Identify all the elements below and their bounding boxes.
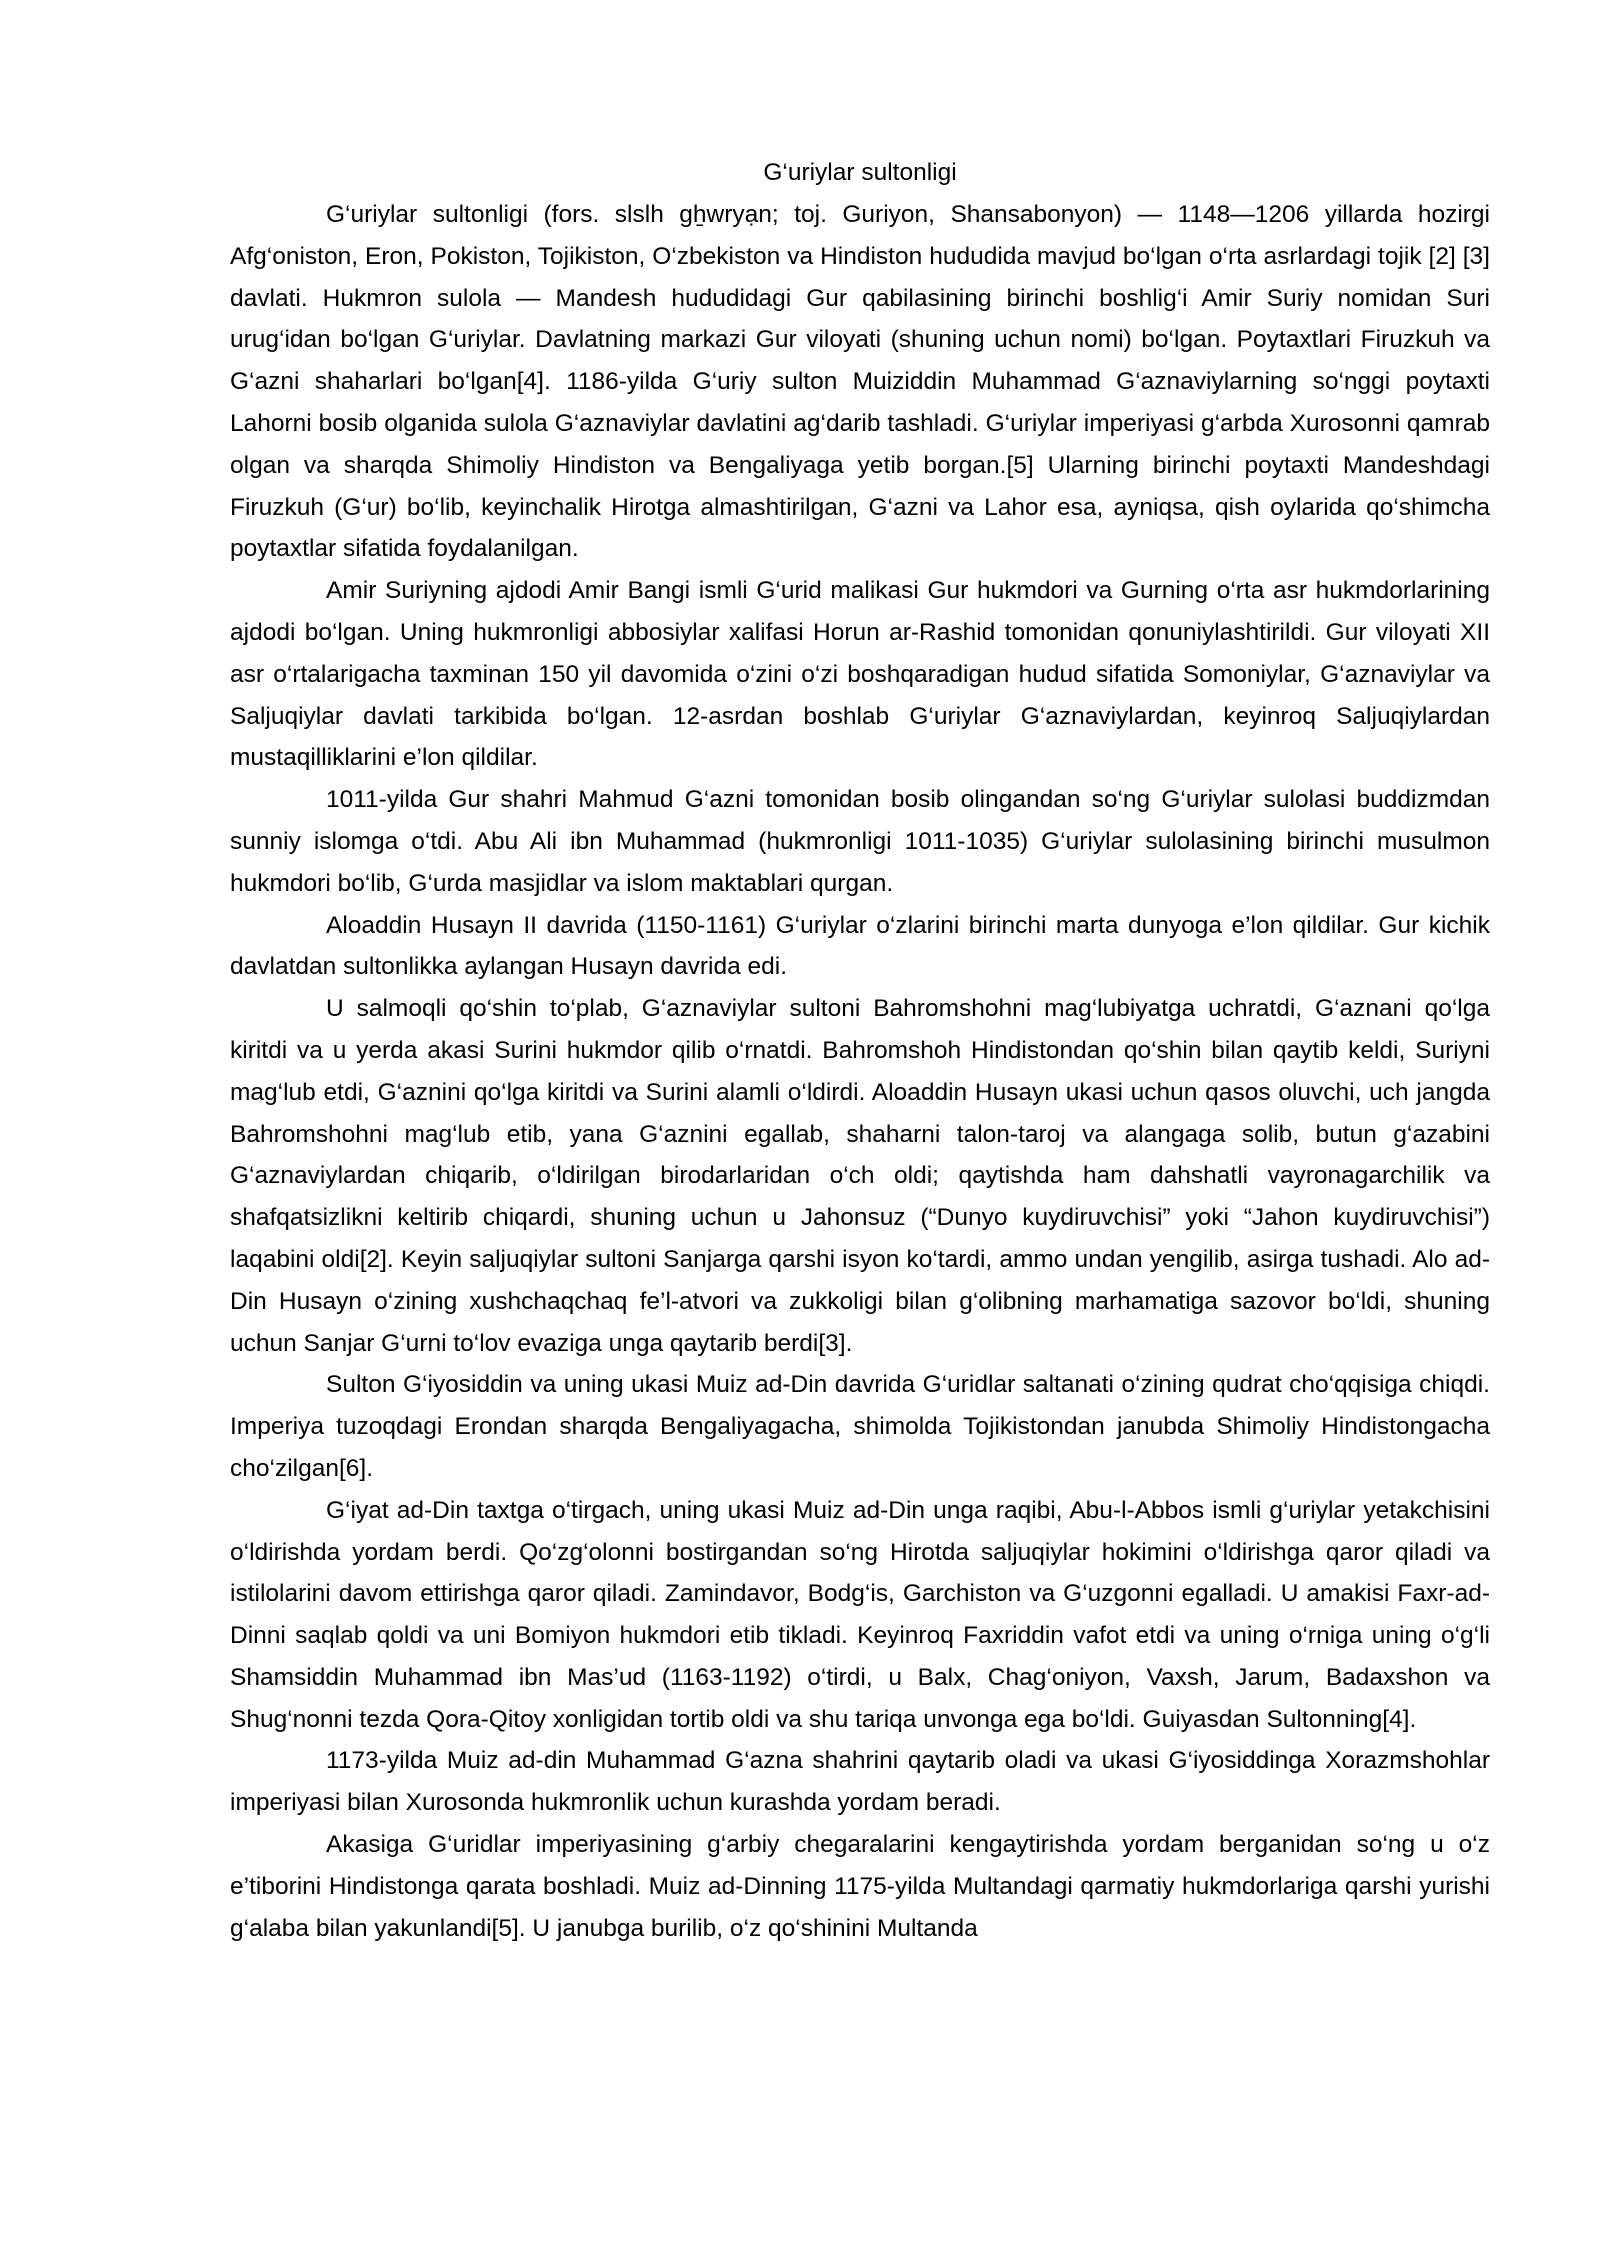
paragraph-9: Akasiga G‘uridlar imperiyasining g‘arbiy chegaralarini kengaytirishda yordam berganidan so‘ng u o‘z e’tiborini Hindistonga qarata boshladi. Muiz ad-Dinning 1175-yilda Multandagi qarmatiy hukmdorlariga qarshi yurishi g‘alaba bilan yakunlandi[5]. U janubga burilib, o‘z qo‘shinini Multanda	[230, 1831, 1490, 1942]
paragraph-2: Amir Suriyning ajdodi Amir Bangi ismli G‘urid malikasi Gur hukmdori va Gurning o‘rta asr hukmdorlarining ajdodi bo‘lgan. Uning hukmronligi abbosiylar xalifasi Horun ar-Rashid tomonidan qonuniylashtirildi. Gur viloyati XII asr o‘rtalarigacha taxminan 150 yil davomida o‘zini o‘zi boshqaradigan hudud sifatida Somoniylar, G‘aznaviylar va Saljuqiylar davlati tarkibida bo‘lgan. 12-asrdan boshlab G‘uriylar G‘aznaviylardan, keyinroq Saljuqiylardan mustaqilliklarini e’lon qildilar.	[230, 577, 1490, 772]
paragraph-6: Sulton G‘iyosiddin va uning ukasi Muiz ad-Din davrida G‘uridlar saltanati o‘zining qudrat cho‘qqisiga chiqdi. Imperiya tuzoqdagi Erondan sharqda Bengaliyagacha, shimolda Tojikistondan janubda Shimoliy Hindistongacha cho‘zilgan[6].	[230, 1371, 1490, 1482]
paragraph-4: Aloaddin Husayn II davrida (1150-1161) G‘uriylar o‘zlarini birinchi marta dunyoga e’lon qildilar. Gur kichik davlatdan sultonlikka aylangan Husayn davrida edi.	[230, 911, 1490, 981]
paragraph-3: 1011-yilda Gur shahri Mahmud G‘azni tomonidan bosib olingandan so‘ng G‘uriylar sulolasi buddizmdan sunniy islomga o‘tdi. Abu Ali ibn Muhammad (hukmronligi 1011-1035) G‘uriylar sulolasining birinchi musulmon hukmdori bo‘lib, G‘urda masjidlar va islom maktablari qurgan.	[230, 786, 1490, 897]
paragraph-1: G‘uriylar sultonligi (fors. slslh gẖwryạn; toj. Guriyon, Shansabonyon) — 1148—1206 yillarda hozirgi Afg‘oniston, Eron, Pokiston, Tojikiston, O‘zbekiston va Hindiston hududida mavjud bo‘lgan o‘rta asrlardagi tojik [2] [3] davlati. Hukmron sulola — Mandesh hududidagi Gur qabilasining birinchi boshlig‘i Amir Suriy nomidan Suri urug‘idan bo‘lgan G‘uriylar. Davlatning markazi Gur viloyati (shuning uchun nomi) bo‘lgan. Poytaxtlari Firuzkuh va G‘azni shaharlari bo‘lgan[4]. 1186-yilda G‘uriy sulton Muiziddin Muhammad G‘aznaviylarning so‘nggi poytaxti Lahorni bosib olganida sulola G‘aznaviylar davlatini ag‘darib tashladi. G‘uriylar imperiyasi g‘arbda Xurosonni qamrab olgan va sharqda Shimoliy Hindiston va Bengaliyaga yetib borgan.[5] Ularning birinchi poytaxti Mandeshdagi Firuzkuh (G‘ur) bo‘lib, keyinchalik Hirotga almashtirilgan, G‘azni va Lahor esa, ayniqsa, qish oylarida qo‘shimcha poytaxtlar sifatida foydalanilgan.	[230, 201, 1490, 563]
document-title: G‘uriylar sultonligi	[763, 159, 957, 186]
paragraph-5: U salmoqli qo‘shin to‘plab, G‘aznaviylar sultoni Bahromshohni mag‘lubiyatga uchratdi, G‘aznani qo‘lga kiritdi va u yerda akasi Surini hukmdor qilib o‘rnatdi. Bahromshoh Hindistondan qo‘shin bilan qaytib keldi, Suriyni mag‘lub etdi, G‘aznini qo‘lga kiritdi va Surini alamli o‘ldirdi. Aloaddin Husayn ukasi uchun qasos oluvchi, uch jangda Bahromshohni mag‘lub etib, yana G‘aznini egallab, shaharni talon-taroj va alangaga solib, butun g‘azabini G‘aznaviylardan chiqarib, o‘ldirilgan birodarlaridan o‘ch oldi; qaytishda ham dahshatli vayronagarchilik va shafqatsizlikni keltirib chiqardi, shuning uchun u Jahonsuz (“Dunyo kuydiruvchisi” yoki “Jahon kuydiruvchisi”) laqabini oldi[2]. Keyin saljuqiylar sultoni Sanjarga qarshi isyon ko‘tardi, ammo undan yengilib, asirga tushadi. Alo ad-Din Husayn o‘zining xushchaqchaq fe’l-atvori va zukkoligi bilan g‘olibning marhamatiga sazovor bo‘ldi, shuning uchun Sanjar G‘urni to‘lov evaziga unga qaytarib berdi[3].	[230, 995, 1490, 1357]
paragraph-7: G‘iyat ad-Din taxtga o‘tirgach, uning ukasi Muiz ad-Din unga raqibi, Abu-l-Abbos ismli g‘uriylar yetakchisini o‘ldirishda yordam berdi. Qo‘zg‘olonni bostirgandan so‘ng Hirotda saljuqiylar hokimini o‘ldirishga qaror qiladi va istilolarini davom ettirishga qaror qiladi. Zamindavor, Bodg‘is, Garchiston va G‘uzgonni egalladi. U amakisi Faxr-ad-Dinni saqlab qoldi va uni Bomiyon hukmdori etib tikladi. Keyinroq Faxriddin vafot etdi va uning o‘rniga uning o‘g‘li Shamsiddin Muhammad ibn Mas’ud (1163-1192) o‘tirdi, u Balx, Chag‘oniyon, Vaxsh, Jarum, Badaxshon va Shug‘nonni tezda Qora-Qitoy xonligidan tortib oldi va shu tariqa unvonga ega bo‘ldi. Guiyasdan Sultonning[4].	[230, 1496, 1490, 1733]
paragraph-8: 1173-yilda Muiz ad-din Muhammad G‘azna shahrini qaytarib oladi va ukasi G‘iyosiddinga Xorazmshohlar imperiyasi bilan Xurosonda hukmronlik uchun kurashda yordam beradi.	[230, 1747, 1490, 1817]
document-page	[230, 152, 1490, 1949]
